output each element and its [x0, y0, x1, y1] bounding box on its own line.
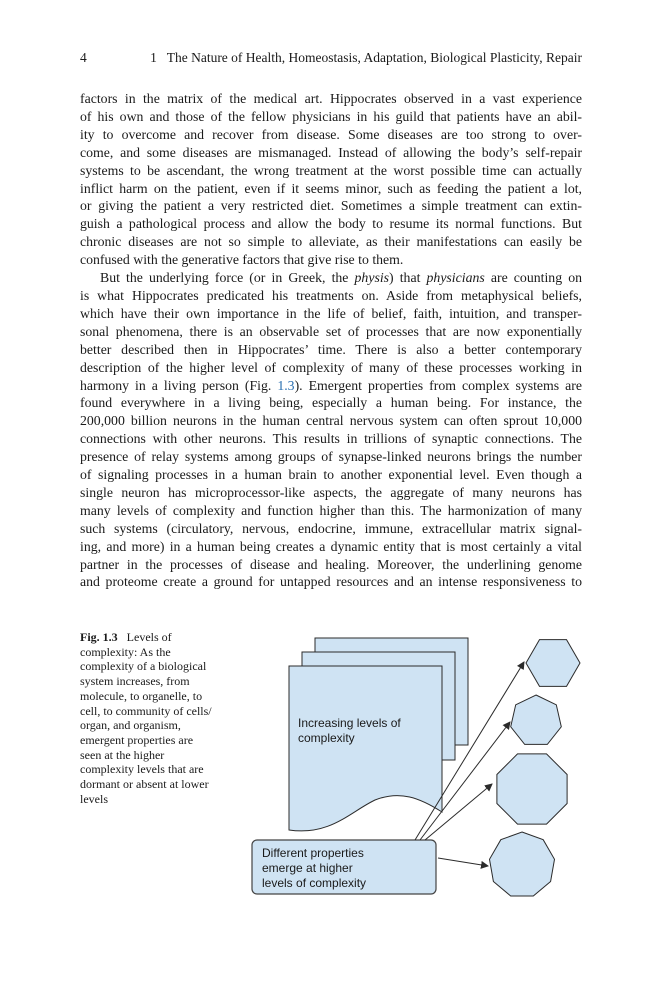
- caption-text: Levels of: [126, 630, 172, 644]
- text-line: connections with other neurons. This results in trillions of synaptic connections. The: [80, 431, 582, 447]
- emergence-box-line: emerge at higher: [262, 861, 353, 875]
- caption-line: organ, and organism,: [80, 718, 181, 733]
- caption-line: system increases, from: [80, 674, 190, 689]
- text-line: confused with the generative factors that give rise to them.: [80, 252, 404, 268]
- text-line: which have their own importance in the life of belief, faith, intuition, and transper-: [80, 305, 582, 321]
- text-line: single neuron has microprocessor-like aspects, the aggregate of many neurons has: [80, 484, 582, 500]
- text-line: sonal phenomena, there is an observable set of processes that are now exponentially: [80, 323, 582, 339]
- text-line: many levels of complexity and function higher than this. The harmonization of many: [80, 502, 582, 518]
- figure-reference-link[interactable]: 1.3: [277, 377, 295, 393]
- page-number: 4: [80, 50, 87, 65]
- hexagon-shape: [526, 640, 580, 687]
- document-label-line: complexity: [298, 731, 355, 745]
- emergence-box-line: levels of complexity: [262, 876, 367, 890]
- text-line: factors in the matrix of the medical art. Hippocrates observed in a vast experience: [80, 91, 582, 106]
- text-line: of signaling processes in a human brain to another exponential level. Even though a: [80, 467, 582, 483]
- caption-line: emergent properties are: [80, 732, 194, 747]
- italic-term-physis: physis: [354, 270, 390, 286]
- caption-label: Fig. 1.3: [80, 630, 118, 644]
- caption-line: complexity of a biological: [80, 659, 207, 674]
- document-page-front: [289, 666, 442, 831]
- emergence-box-line: Different properties: [262, 846, 364, 860]
- text-run: harmony in a living person (Fig.: [80, 377, 278, 393]
- text-line: inflict harm on the patient, even if it seems minor, such as feeding the patient a lot,: [80, 180, 582, 196]
- text-run: ). Emergent properties from complex systems are: [294, 377, 582, 393]
- text-run: ) that: [389, 270, 427, 286]
- caption-line: cell, to community of cells/: [80, 703, 212, 718]
- text-line: description of the higher level of complexity of many of these processes working in: [80, 359, 582, 375]
- text-line: ity to overcome and recover from disease. Some diseases are too strong to over-: [80, 126, 582, 142]
- heptagon-shape: [511, 695, 562, 744]
- text-run: But the underlying force (or in Greek, the: [100, 270, 355, 286]
- text-line: better described then in Hippocrates’ time. There is also a better contemporary: [80, 341, 582, 357]
- text-line: such systems (circulatory, nervous, endocrine, immune, extracellular matrix signal-: [80, 520, 582, 536]
- text-line: found everywhere in a living being, especially a human being. For instance, the: [80, 395, 582, 411]
- document-label: [298, 716, 401, 746]
- caption-line: complexity levels that are: [80, 762, 204, 777]
- caption-line: levels: [80, 791, 108, 806]
- text-line: is what Hippocrates predicated his treatments on. Aside from metaphysical beliefs,: [80, 287, 582, 303]
- text-run: are counting on: [484, 270, 582, 286]
- text-line: come, and some diseases are mismanaged. Instead of allowing the body’s self-repair: [80, 144, 582, 160]
- text-line: chronic diseases are not so simple to alleviate, as their manifestations can easily be: [80, 234, 582, 250]
- text-line: guish a pathological process and allow the body to resume its normal functions. But: [80, 216, 582, 232]
- caption-line: seen at the higher: [80, 747, 165, 762]
- text-line: of his own and those of the fellow physicians in his guild that patients have an abil-: [80, 108, 582, 124]
- running-head-title: 1 The Nature of Health, Homeostasis, Adaptation, Biological Plasticity, Repair: [150, 50, 582, 65]
- document-label-line: Increasing levels of: [298, 716, 401, 730]
- text-line: or giving the patient a very restricted diet. Sometimes a simple treatment can extin-: [80, 198, 582, 214]
- emergence-box-label: [262, 846, 366, 891]
- text-line: and proteome create a ground for untapped resources and an intense responsiveness to: [80, 574, 582, 590]
- text-line: ing, and more) in a human being creates a dynamic entity that is most certainly a vital: [80, 538, 582, 554]
- text-line: systems to be ascendant, the wrong treatment at the worst possible time can actually: [80, 162, 582, 178]
- caption-line: complexity: As the: [80, 644, 171, 659]
- caption-line: dormant or absent at lower: [80, 777, 209, 792]
- italic-term-physicians: physicians: [426, 270, 485, 286]
- text-line: partner in the processes of disease and healing. Moreover, the underlining genome: [80, 556, 582, 572]
- arrow-to-nonagon: [438, 858, 488, 866]
- nonagon-shape: [490, 832, 555, 896]
- text-line: 200,000 billion neurons in the human central nervous system can often sprout 10,000: [80, 413, 582, 429]
- caption-line: molecule, to organelle, to: [80, 688, 203, 703]
- octagon-shape: [497, 754, 567, 824]
- text-line: presence of relay systems among groups of synapse-linked neurons brings the number: [80, 449, 582, 465]
